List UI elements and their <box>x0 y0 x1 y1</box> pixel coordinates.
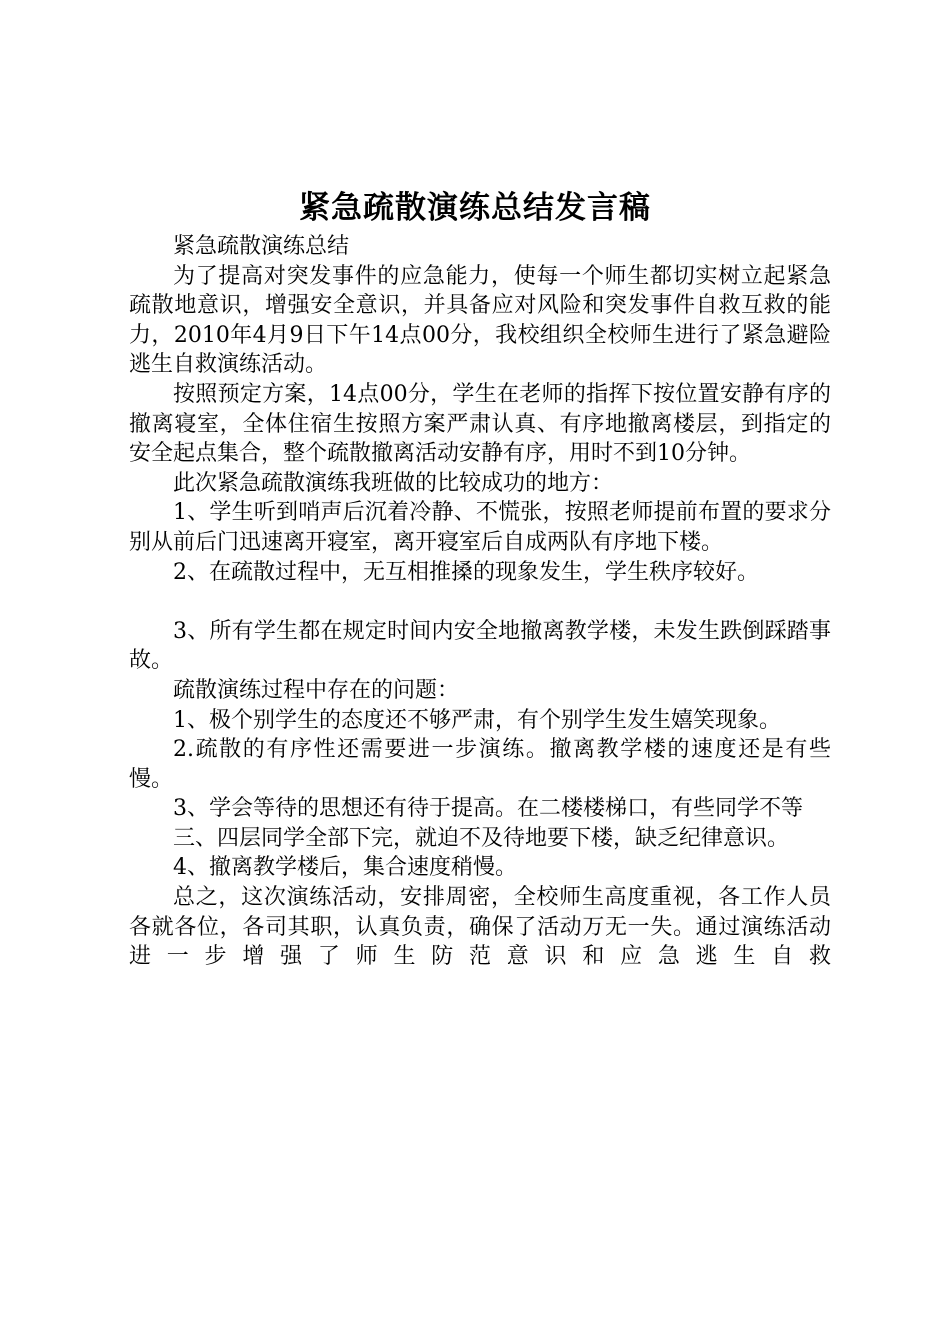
paragraph-problem-3-continued: 三、四层同学全部下完，就迫不及待地要下楼，缺乏纪律意识。 <box>173 825 790 851</box>
blank-line <box>129 587 831 617</box>
paragraph-successes-heading: 此次紧急疏散演练我班做的比较成功的地方： <box>173 470 614 496</box>
paragraph-problem-4: 4、撤离教学楼后，集合速度稍慢。 <box>173 855 517 881</box>
paragraph-problem-2: 2.疏散的有序性还需要进一步演练。撤离教学楼的速度还是有些慢。 <box>129 737 831 792</box>
paragraph-problem-3: 3、学会等待的思想还有待于提高。在二楼楼梯口，有些同学不等 <box>173 796 803 822</box>
paragraph-intro: 为了提高对突发事件的应急能力，使每一个师生都切实树立起紧急疏散地意识，增强安全意识，并具备应对风险和突发事件自救互救的能力，2010年4月9日下午14点00分，我校组织全校师生进行了紧急避险逃生自救演练活动。 <box>129 263 831 378</box>
paragraph-success-1: 1、学生听到哨声后沉着冷静、不慌张，按照老师提前布置的要求分别从前后门迅速离开寝室，离开寝室后自成两队有序地下楼。 <box>129 500 831 555</box>
page-title: 紧急疏散演练总结发言稿 <box>299 190 651 226</box>
paragraph-success-2: 2、在疏散过程中，无互相推搡的现象发生，学生秩序较好。 <box>173 559 759 585</box>
paragraph-conclusion: 总之，这次演练活动，安排周密，全校师生高度重视，各工作人员各就各位，各司其职，认真负责，确保了活动万无一失。通过演练活动进一步增强了师生防范意识和应急逃生自救 <box>129 885 831 970</box>
paragraph-subtitle: 紧急疏散演练总结 <box>173 234 350 259</box>
paragraph-problems-heading: 疏散演练过程中存在的问题： <box>173 677 460 703</box>
paragraph-success-3: 3、所有学生都在规定时间内安全地撤离教学楼，未发生跌倒踩踏事故。 <box>129 618 831 674</box>
paragraph-procedure: 按照预定方案，14点00分，学生在老师的指挥下按位置安静有序的撤离寝室，全体住宿生按照方案严肃认真、有序地撤离楼层，到指定的安全起点集合，整个疏散撤离活动安静有序，用时不到10分钟。 <box>129 381 831 467</box>
document-body <box>129 232 831 972</box>
paragraph-problem-1: 1、极个别学生的态度还不够严肃，有个别学生发生嬉笑现象。 <box>173 707 781 733</box>
